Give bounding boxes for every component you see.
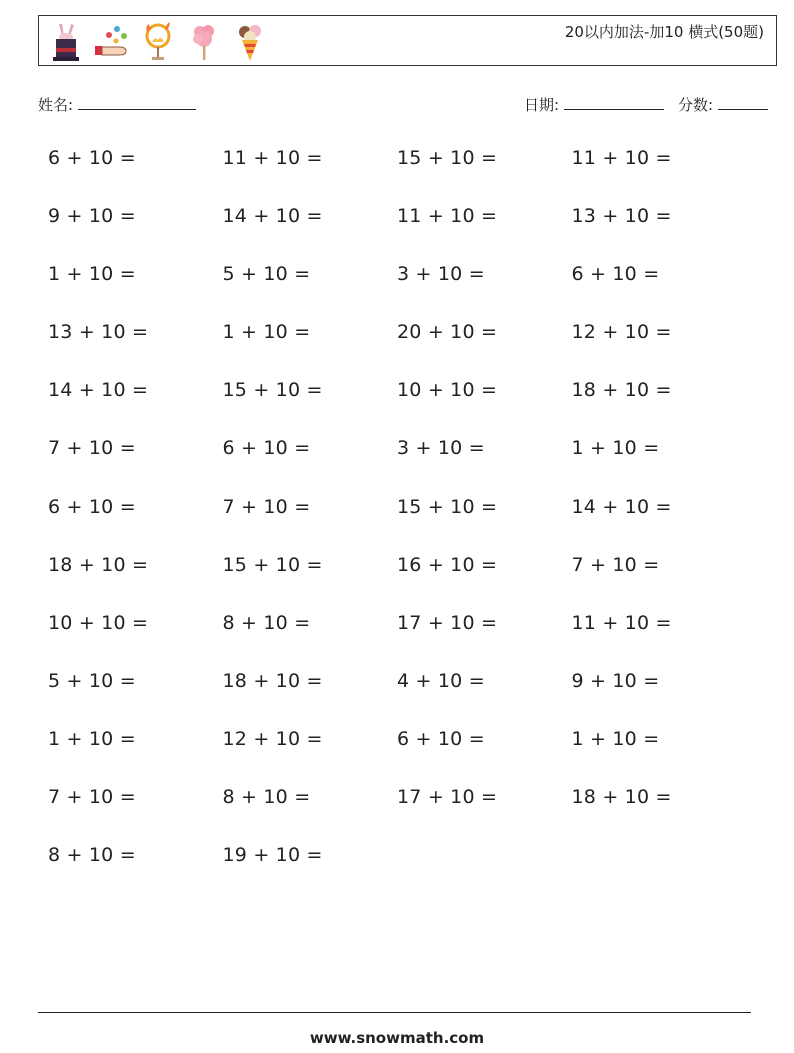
problem-item: 6 + 10 = [571,263,660,286]
problem-item: 15 + 10 = [222,379,323,402]
problem-row [48,670,746,728]
problem-item: 14 + 10 = [222,205,323,228]
problem-item: 5 + 10 = [222,263,311,286]
problem-row [48,147,746,205]
problem-item: 3 + 10 = [397,263,485,286]
problem-item: 8 + 10 = [222,611,311,634]
problem-item: 16 + 10 = [397,553,498,576]
footer-site: www.snowmath.com [309,1029,485,1047]
problem-item: 9 + 10 = [48,205,136,228]
problem-item: 10 + 10 = [397,379,498,402]
score-field[interactable] [678,94,768,115]
magic-hat-icon [47,20,85,62]
problem-row [48,786,746,844]
problem-item: 3 + 10 = [397,437,485,460]
problem-row [48,844,746,902]
problem-item: 6 + 10 = [222,437,311,460]
worksheet-header [38,15,777,66]
problem-item: 5 + 10 = [48,669,136,692]
problem-item: 11 + 10 = [571,147,672,169]
fire-hoop-icon [139,20,177,62]
problem-item: 20 + 10 = [397,321,498,344]
name-label: 姓名: [38,96,74,114]
problem-row [48,263,746,321]
problem-item: 8 + 10 = [48,844,136,867]
problem-item: 17 + 10 = [397,611,498,634]
problem-row [48,321,746,379]
cotton-candy-icon [185,20,223,62]
problem-item: 13 + 10 = [571,205,672,228]
problem-item: 12 + 10 = [222,727,323,750]
problem-item: 15 + 10 = [222,553,323,576]
problem-row [48,554,746,612]
worksheet-title: 20以内加法-加10 横式(50题) [564,23,764,41]
problem-item: 9 + 10 = [571,669,660,692]
problem-item: 18 + 10 = [571,786,672,809]
footer-divider [38,1012,751,1013]
date-blank[interactable] [564,95,664,110]
problem-row [48,379,746,437]
problem-item: 6 + 10 = [397,727,485,750]
problem-grid [48,147,746,902]
header-icons [47,20,269,62]
problem-item: 7 + 10 = [48,786,136,809]
problem-item: 11 + 10 = [571,611,672,634]
problem-item: 1 + 10 = [48,727,136,750]
problem-item: 8 + 10 = [222,786,311,809]
problem-item: 1 + 10 = [222,321,311,344]
problem-item: 6 + 10 = [48,495,136,518]
problem-item: 7 + 10 = [571,553,660,576]
problem-item: 6 + 10 = [48,147,136,169]
problem-item: 14 + 10 = [571,495,672,518]
problem-item: 4 + 10 = [397,669,485,692]
ice-cream-cone-icon [231,20,269,62]
problem-item: 19 + 10 = [222,844,323,867]
problem-item: 1 + 10 = [48,263,136,286]
problem-item: 12 + 10 = [571,321,672,344]
problem-item: 7 + 10 = [222,495,311,518]
score-label: 分数: [678,96,714,114]
name-field[interactable] [38,94,196,115]
problem-row [48,437,746,495]
score-blank[interactable] [718,95,768,110]
problem-item: 15 + 10 = [397,495,498,518]
problem-item: 1 + 10 = [571,437,660,460]
name-blank[interactable] [78,95,196,110]
problem-row [48,496,746,554]
problem-row [48,205,746,263]
problem-item: 18 + 10 = [571,379,672,402]
problem-item: 11 + 10 = [222,147,323,169]
date-label: 日期: [524,96,560,114]
problem-item: 10 + 10 = [48,611,149,634]
problem-item: 1 + 10 = [571,727,660,750]
juggling-hand-icon [93,20,131,62]
problem-item: 11 + 10 = [397,205,498,228]
date-field[interactable] [524,94,664,115]
problem-item: 17 + 10 = [397,786,498,809]
problem-item: 18 + 10 = [222,669,323,692]
problem-item: 7 + 10 = [48,437,136,460]
problem-row [48,612,746,670]
problem-item: 13 + 10 = [48,321,149,344]
problem-item: 14 + 10 = [48,379,149,402]
problem-row [48,728,746,786]
problem-item: 15 + 10 = [397,147,498,169]
problem-item: 18 + 10 = [48,553,149,576]
